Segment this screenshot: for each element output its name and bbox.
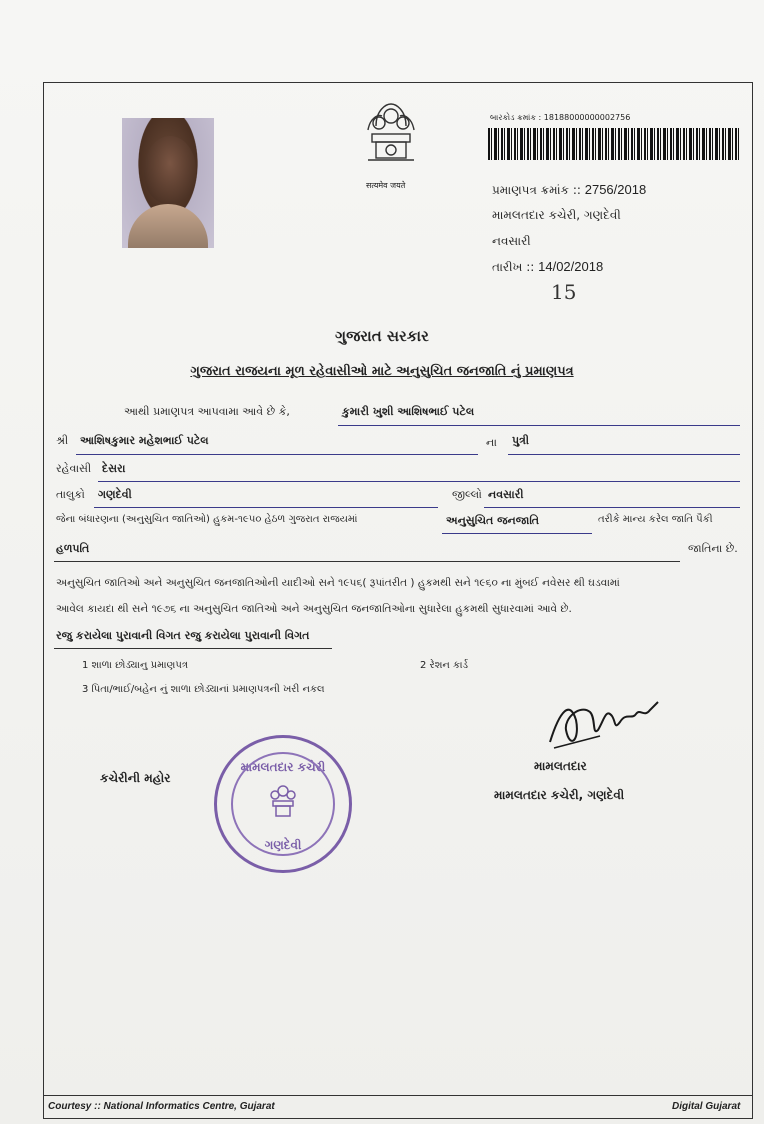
caste-underline [54,561,680,562]
evidence-item: 1 શાળા છોડ્યાનુ પ્રમાણપત્ર [82,660,188,671]
evidence-item: 2 રેશન કાર્ડ [420,660,469,671]
office-seal [214,735,352,873]
district-underline [484,507,740,508]
seal-bottom-text: ગણદેવી [264,838,302,852]
national-emblem-icon [358,96,424,176]
taluka-label: તાલુકો [56,488,85,501]
issue-date: તારીખ :: 14/02/2018 [492,259,604,274]
office-seal-label: કચેરીની મહોર [100,771,171,785]
shri-label: શ્રી [56,434,69,447]
order-label: જેના બંધારણના (અનુસુચિત જાતિઓ) હુકમ-૧૯૫૦ હેઠળ ગુજરાત રાજયમાં [56,514,358,525]
issuing-district: નવસારી [492,234,531,248]
certificate-number-value: 2756/2018 [584,182,647,197]
relation: પુત્રી [512,434,530,447]
caste-value: હળપતિ [56,542,90,555]
signatory-office: મામલતદાર કચેરી, ગણદેવી [494,788,625,802]
evidence-heading: રજુ કરાયેલા પુરાવાની વિગત રજુ કરાયેલા પુરાવાની વિગત [56,629,310,642]
certificate-subtitle: ગુજરાત રાજયના મૂળ રહેવાસીઓ માટે અનુસુચિત જનજાતિ નું પ્રમાણપત્ર [190,364,574,379]
barcode-label: બારકોડ ક્રમાંક : 18188000000002756 [490,113,631,122]
district-value: નવસારી [488,488,524,501]
seal-top-text: મામલતદાર કચેરી [240,760,326,774]
signatory-title: મામલતદાર [534,759,587,773]
legal-paragraph-line1: અનુસુચિત જાતિઓ અને અનુસુચિત જનજાતિઓની યાદીઓ સને ૧૯૫૬( રૂપાંતરીત ) હુકમથી સને ૧૯૬૦ ના મુંબઈ નવેસર થી ઘડવામાં [56,577,620,589]
seal-emblem-icon [267,782,299,822]
barcode [488,128,740,160]
category-value: અનુસુચિત જનજાતિ [446,514,540,527]
na-label: ના [486,436,497,449]
candidate-name: કુમારી ખુશી આશિષભાઈ પટેલ [342,405,475,418]
residence-underline [98,481,740,482]
applicant-photo [122,118,214,248]
emblem-caption: सत्यमेव जयते [366,181,406,190]
recognised-label: તરીકે માન્ય કરેલ જાતિ પૈકી [598,514,713,525]
category-underline [442,533,592,534]
footer-divider [43,1095,753,1096]
evidence-underline [54,648,332,649]
parent-name: આશિષકુમાર મહેશભાઈ પટેલ [80,434,209,447]
candidate-underline [338,425,740,426]
page-title: ગુજરાત સરકાર [335,327,429,345]
issuing-office: મામલતદાર કચેરી, ગણદેવી [492,208,621,222]
residence-label: રહેવાસી [56,462,92,475]
signature-icon [540,690,670,770]
footer-brand: Digital Gujarat [672,1101,741,1112]
issue-date-value: 14/02/2018 [538,259,604,274]
evidence-item: 3 પિતા/ભાઈ/બહેન નું શાળા છોડ્યાનાં પ્રમાણપત્રની ખરી નકલ [82,684,325,695]
intro-label: આથી પ્રમાણપત્ર આપવામા આવે છે કે, [124,405,290,418]
taluka-underline [94,507,438,508]
handwritten-mark: 15 [551,280,577,304]
parent-underline [76,454,478,455]
legal-paragraph-line2: આવેલ કાયદા થી સને ૧૯૭૬ ના અનુસુચિત જાતિઓ અને અનુસુચિત જનજાતિઓના સુધારેલા હુકમથી સુધારવામાં આવે છે. [56,603,572,615]
relation-underline [508,454,740,455]
taluka-value: ગણદેવી [98,488,132,501]
caste-suffix: જાતિના છે. [688,542,738,555]
residence-value: દેસરા [102,462,126,475]
certificate-number: પ્રમાણપત્ર ક્રમાંક :: 2756/2018 [492,182,647,197]
footer-courtesy: Courtesy :: National Informatics Centre, Gujarat [48,1101,275,1112]
district-label: જીલ્લો [452,488,482,501]
